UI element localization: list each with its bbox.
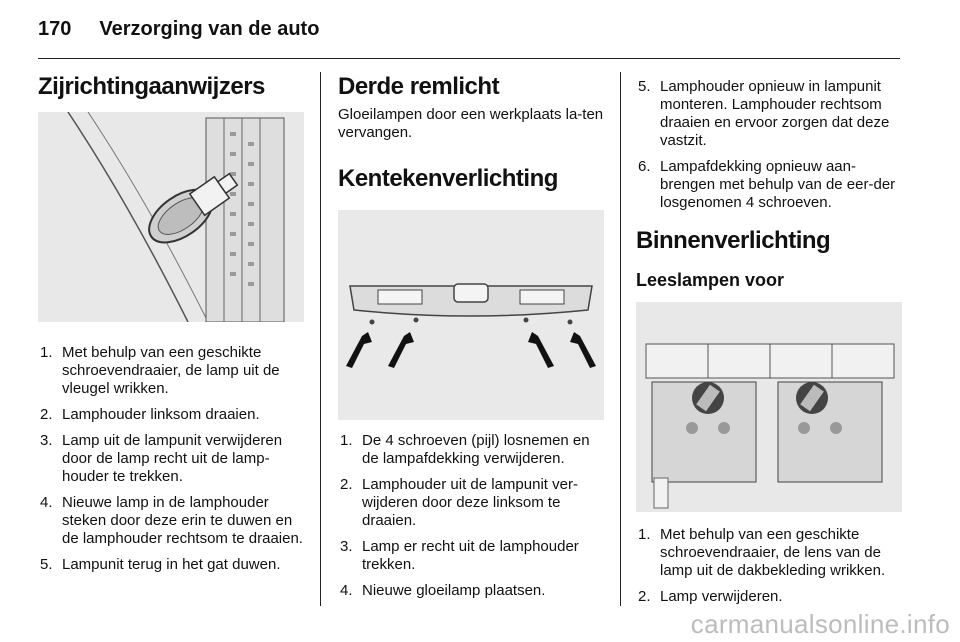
list-item: 2. Lamphouder uit de lampunit ver-wijderen door deze linksom te draaien. <box>340 476 578 529</box>
license-light-illustration <box>338 210 604 420</box>
list-item: 1. Met behulp van een geschikte schroevendraaier, de lens van de lamp uit de dakbekleding wrikken. <box>638 526 886 579</box>
list-item: 2. Lamp verwijderen. <box>638 588 783 605</box>
list-item: 1. De 4 schroeven (pijl) losnemen en de lampafdekking verwijderen. <box>340 432 590 467</box>
section-heading-interior-light: Binnenverlichting <box>636 227 831 254</box>
turn-signal-steps <box>38 344 304 574</box>
watermark: carmanualsonline.info <box>690 609 950 639</box>
page-header <box>38 18 319 48</box>
column-right <box>636 72 902 614</box>
list-item: 4. Nieuwe gloeilamp plaatsen. <box>340 582 546 599</box>
column-divider <box>320 72 321 606</box>
list-item: 6. Lampafdekking opnieuw aan-brengen met behulp van de eer-der losgenomen 4 schroeven. <box>638 158 896 211</box>
reading-lamp-steps <box>636 526 902 606</box>
page-number: 170 <box>38 18 72 40</box>
section-heading-brake-light: Derde remlicht <box>338 73 500 100</box>
reading-lamp-illustration <box>636 302 902 512</box>
chapter-title: Verzorging van de auto <box>99 18 320 40</box>
column-middle <box>338 72 604 608</box>
section-heading-turn-signals: Zijrichtingaanwijzers <box>38 73 265 100</box>
column-divider <box>620 72 621 606</box>
section-heading-license-light: Kentekenverlichting <box>338 165 558 192</box>
turn-signal-illustration <box>38 112 304 322</box>
list-item: 1. Met behulp van een geschikte schroevendraaier, de lamp uit de vleugel wrikken. <box>40 344 280 397</box>
list-item: 2. Lamphouder linksom draaien. <box>40 406 260 423</box>
list-item: 3. Lamp uit de lampunit verwijderen door de lamp recht uit de lamp-houder te trekken. <box>40 432 283 485</box>
list-item: 3. Lamp er recht uit de lamphouder trekken. <box>340 538 579 573</box>
list-item: 4. Nieuwe lamp in de lamphouder steken door deze erin te duwen en de lamphouder rechtsom te draaien. <box>40 494 303 547</box>
header-rule <box>38 58 900 59</box>
brake-light-intro: Gloeilampen door een werkplaats la-ten vervangen. <box>338 106 604 141</box>
license-light-steps-continued <box>636 78 902 212</box>
subsection-heading-reading-lamps: Leeslampen voor <box>636 270 785 290</box>
license-light-steps <box>338 432 604 600</box>
list-item: 5. Lamphouder opnieuw in lampunit monteren. Lamphouder rechtsom draaien en ervoor zorgen dat deze vastzit. <box>638 78 890 149</box>
column-left <box>38 72 304 582</box>
list-item: 5. Lampunit terug in het gat duwen. <box>40 556 281 573</box>
